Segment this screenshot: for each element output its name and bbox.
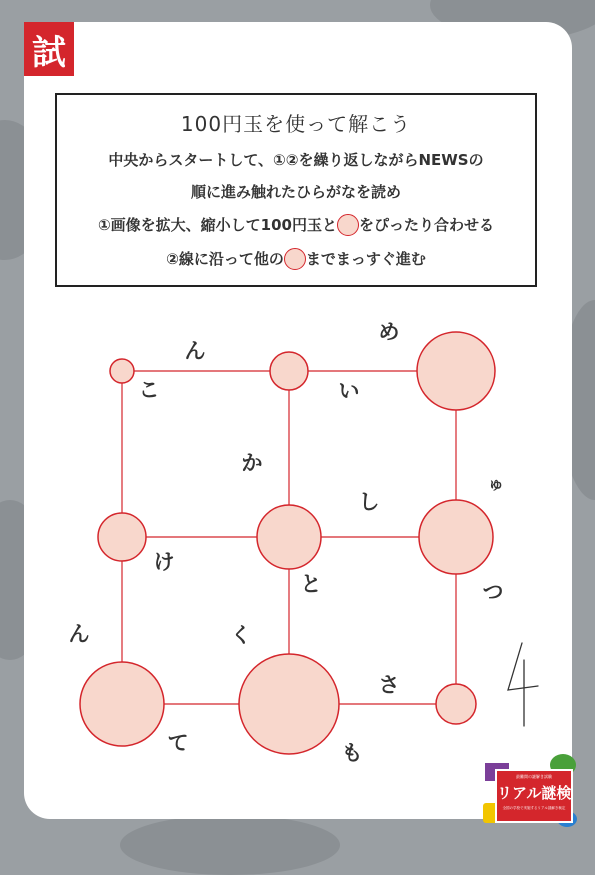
hiragana-label: さ (378, 673, 400, 697)
hiragana-label: と (300, 572, 322, 596)
hiragana-label: ん (184, 339, 206, 363)
node-circle[interactable] (417, 332, 495, 410)
hiragana-label: け (153, 550, 175, 574)
hiragana-label: こ (138, 378, 160, 402)
hiragana-label: め (378, 320, 400, 344)
instruction-line-3-start: ①画像を拡大、縮小して100円玉と (97, 216, 337, 234)
hiragana-label: て (167, 731, 189, 755)
node-circle[interactable] (239, 654, 339, 754)
instruction-line-1: 中央からスタートして、①②を繰り返しながらNEWSの (108, 151, 484, 169)
instruction-line-4-start: ②線に沿って他の (166, 250, 284, 268)
node-circle[interactable] (98, 513, 146, 561)
hiragana-label: か (241, 451, 263, 475)
instruction-line-4-end: までまっすぐ進む (305, 250, 426, 268)
node-circle[interactable] (257, 505, 321, 569)
hiragana-label: も (341, 741, 363, 765)
riaru-nazoken-logo (479, 747, 579, 829)
logo-top-text: 最難関の謎解き試験 (516, 774, 552, 779)
logo-box (495, 769, 573, 823)
node-circle[interactable] (419, 500, 493, 574)
hiragana-label: く (230, 623, 252, 647)
hiragana-label: し (358, 490, 380, 514)
instruction-title: 100円玉を使って解こう (180, 112, 412, 136)
node-circle[interactable] (110, 359, 134, 383)
hiragana-label: ん (68, 622, 90, 646)
trial-badge: 試 (24, 22, 74, 76)
handwritten-four (508, 643, 538, 726)
hiragana-label: つ (482, 580, 504, 604)
logo-bottom-text: 全国の学校で実施するリアル謎解き検定 (502, 806, 566, 810)
node-circle[interactable] (270, 352, 308, 390)
logo-main-text: リアル謎検 (497, 784, 572, 802)
instruction-line-3-end: をぴったり合わせる (359, 216, 495, 234)
instruction-line-2: 順に進み触れたひらがなを読め (190, 183, 401, 201)
node-circle[interactable] (80, 662, 164, 746)
hiragana-label: ゅ (487, 474, 505, 493)
node-circle[interactable] (436, 684, 476, 724)
hiragana-label: い (338, 379, 360, 403)
